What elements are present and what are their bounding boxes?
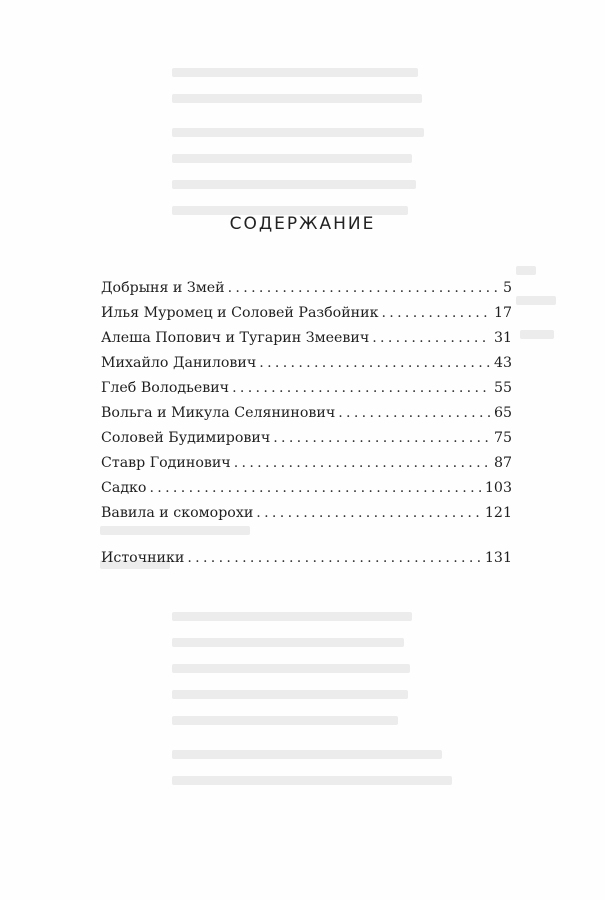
dot-leader [381, 301, 489, 326]
toc-title: СОДЕРЖАНИЕ [229, 214, 376, 234]
dot-leader [259, 351, 490, 376]
toc-entry-page: 75 [493, 430, 512, 446]
toc-entry[interactable] [101, 476, 512, 501]
toc-entry-page: 5 [502, 280, 512, 296]
toc-entry-title: Соловей Будимирович [101, 430, 271, 446]
toc-entry-title: Глеб Володьевич [101, 380, 230, 396]
toc-entry-page: 55 [493, 380, 512, 396]
dot-leader [232, 376, 490, 401]
dot-leader [234, 451, 490, 476]
toc-entry-page: 103 [484, 480, 512, 496]
toc-entry[interactable] [101, 451, 512, 476]
toc-entry-title: Илья Муромец и Соловей Разбойник [101, 305, 379, 321]
toc-entry[interactable] [101, 276, 512, 301]
table-of-contents [101, 276, 512, 571]
dot-leader [228, 276, 499, 301]
toc-entry-title: Источники [101, 550, 185, 566]
toc-entry-title: Ставр Годинович [101, 455, 231, 471]
toc-entry-page: 87 [493, 455, 512, 471]
toc-entry-page: 121 [484, 505, 512, 521]
toc-entry-page: 17 [493, 305, 512, 321]
toc-entry[interactable] [101, 301, 512, 326]
toc-entry[interactable] [101, 351, 512, 376]
toc-entry[interactable] [101, 501, 512, 526]
toc-entry-title: Алеша Попович и Тугарин Змеевич [101, 330, 370, 346]
toc-entry-sources[interactable] [101, 546, 512, 571]
dot-leader [372, 326, 490, 351]
toc-entry-page: 131 [484, 550, 512, 566]
dot-leader [149, 476, 480, 501]
toc-entry-title: Вавила и скоморохи [101, 505, 254, 521]
toc-entry-page: 65 [493, 405, 512, 421]
toc-entry-title: Михайло Данилович [101, 355, 257, 371]
toc-entry[interactable] [101, 326, 512, 351]
toc-entry-page: 31 [493, 330, 512, 346]
dot-leader [273, 426, 490, 451]
dot-leader [338, 401, 490, 426]
toc-entry[interactable] [101, 426, 512, 451]
toc-entry-title: Добрыня и Змей [101, 280, 225, 296]
toc-entry[interactable] [101, 401, 512, 426]
dot-leader [256, 501, 481, 526]
dot-leader [187, 546, 481, 571]
toc-entry[interactable] [101, 376, 512, 401]
toc-entry-title: Садко [101, 480, 147, 496]
toc-entry-page: 43 [493, 355, 512, 371]
toc-entry-title: Вольга и Микула Селянинович [101, 405, 336, 421]
